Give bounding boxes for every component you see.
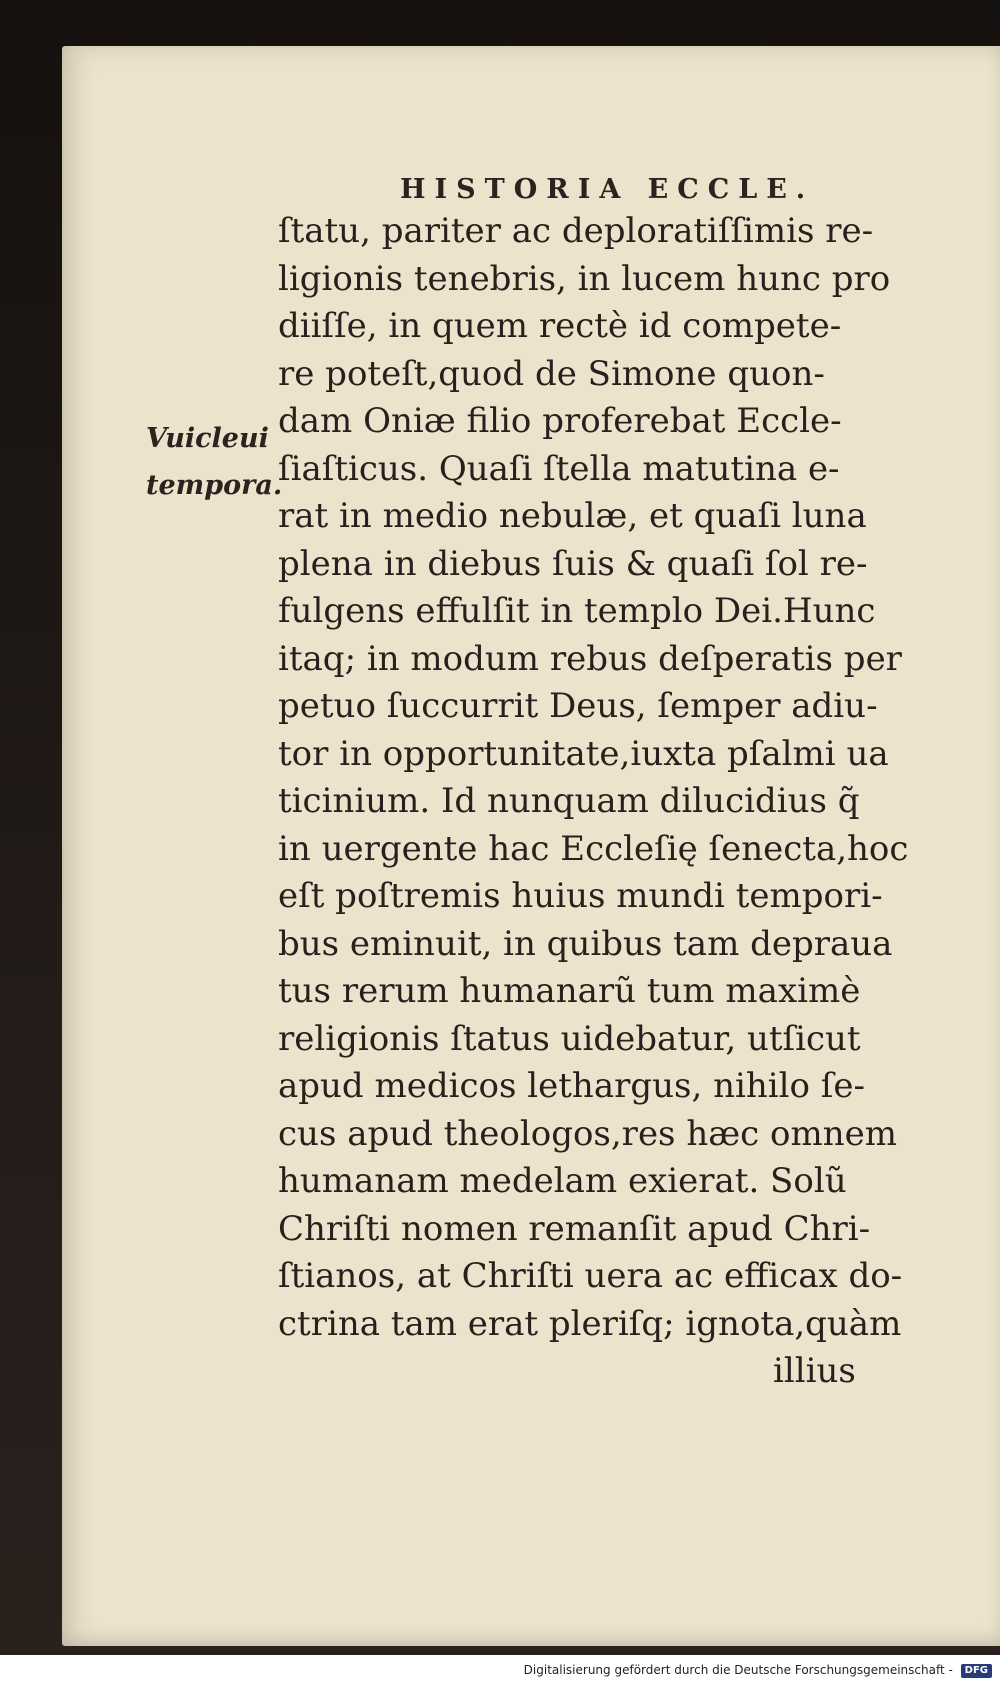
text-line: diiſſe, in quem rectè id compete- bbox=[278, 306, 842, 346]
marginal-note bbox=[146, 415, 282, 509]
text-line: petuo ſuccurrit Deus, ſemper adiu- bbox=[278, 686, 878, 726]
text-line: ſtatu, pariter ac deploratiſſimis re- bbox=[278, 211, 874, 251]
text-line: tor in opportunitate,iuxta pſalmi ua bbox=[278, 733, 889, 774]
digitization-footer bbox=[0, 1655, 1000, 1685]
text-line: religionis ſtatus uidebatur, utſicut bbox=[278, 1018, 861, 1059]
text-line: apud medicos lethargus, nihilo ſe- bbox=[278, 1066, 865, 1106]
text-line: cus apud theologos,res hæc omnem bbox=[278, 1113, 897, 1154]
running-head: HISTORIA ECCLE. bbox=[400, 174, 815, 205]
text-line: ticinium. Id nunquam dilucidius q̃ bbox=[278, 781, 860, 821]
text-line: humanam medelam exierat. Solũ bbox=[278, 1161, 847, 1201]
catchword: illius bbox=[773, 1351, 856, 1391]
body-text bbox=[278, 208, 938, 1396]
dfg-logo: DFG bbox=[961, 1664, 992, 1678]
text-line: Chriſti nomen remanſit apud Chri- bbox=[278, 1208, 871, 1249]
text-line: ſiaſticus. Quaſi ſtella matutina e- bbox=[278, 448, 840, 489]
text-line: eſt poſtremis huius mundi tempori- bbox=[278, 876, 883, 916]
text-line: re poteſt,quod de Simone quon- bbox=[278, 353, 825, 394]
text-line: rat in medio nebulæ, et quaſi luna bbox=[278, 496, 867, 536]
text-line: ctrina tam erat pleriſq; ignota,quàm bbox=[278, 1303, 902, 1344]
text-line: bus eminuit, in quibus tam deprauа bbox=[278, 923, 893, 964]
text-line: itaq; in modum rebus deſperatis per bbox=[278, 638, 902, 679]
text-line: in uergente hac Eccleſię ſenecta,hoc bbox=[278, 828, 909, 869]
text-line: ſtianos, at Chriſti uera ac efficax do- bbox=[278, 1256, 903, 1296]
text-line: tus rerum humanarũ tum maximè bbox=[278, 971, 861, 1011]
text-line: plena in diebus ſuis & quaſi ſol re- bbox=[278, 543, 868, 584]
marginal-note-line: tempora. bbox=[146, 470, 283, 501]
footer-text: Digitalisierung gefördert durch die Deutsche Forschungsgemeinschaft - bbox=[523, 1663, 953, 1677]
text-line: dam Oniæ filio proferebat Eccle- bbox=[278, 401, 842, 441]
marginal-note-line: Vuicleui bbox=[146, 423, 269, 454]
text-line: ligionis tenebris, in lucem hunc pro bbox=[278, 258, 891, 299]
text-line: fulgens effulſit in templo Dei.Hunc bbox=[278, 591, 876, 631]
